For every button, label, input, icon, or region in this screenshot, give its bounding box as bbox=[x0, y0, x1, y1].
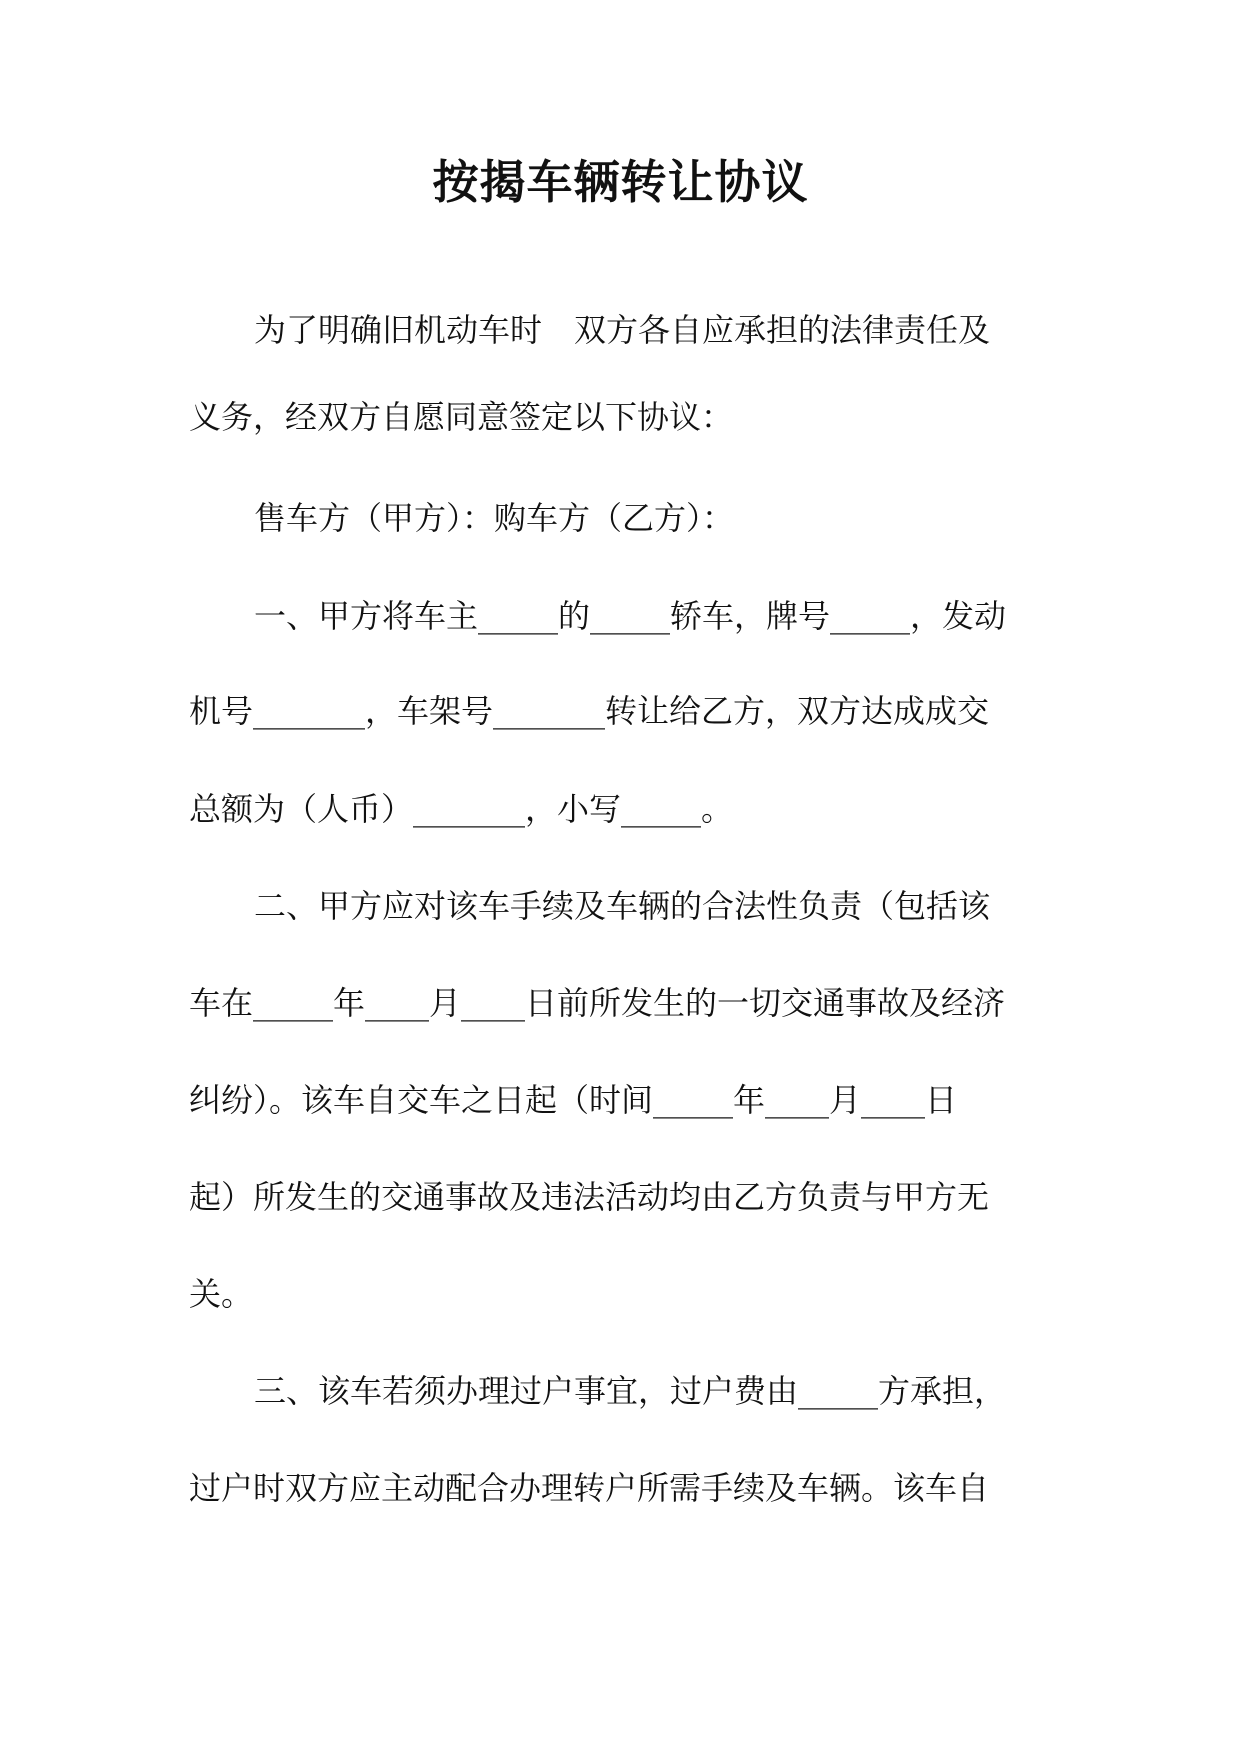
paragraph-line: 过户时双方应主动配合办理转户所需手续及车辆。该车自 bbox=[189, 1469, 990, 1507]
paragraph-line: 车在_____年____月____日前所发生的一切交通事故及经济 bbox=[189, 984, 1006, 1022]
paragraph-line: 义务，经双方自愿同意签定以下协议： bbox=[189, 398, 734, 436]
paragraph-line: 起）所发生的交通事故及违法活动均由乙方负责与甲方无 bbox=[189, 1178, 990, 1216]
paragraph-line: 三、该车若须办理过户事宜，过户费由_____方承担， bbox=[254, 1372, 1007, 1410]
paragraph-line: 为了明确旧机动车时 双方各自应承担的法律责任及 bbox=[254, 311, 991, 349]
paragraph-line: 关。 bbox=[189, 1275, 254, 1313]
paragraph-line: 纠纷）。该车自交车之日起（时间_____年____月____日 bbox=[189, 1081, 958, 1119]
paragraph-line: 一、甲方将车主_____的_____轿车，牌号_____，发动 bbox=[254, 597, 1007, 635]
document-title: 按揭车辆转让协议 bbox=[432, 155, 809, 209]
paragraph-line: 总额为（人币）_______，小写_____。 bbox=[189, 790, 734, 828]
paragraph-line: 机号_______，车架号_______转让给乙方，双方达成成交 bbox=[189, 692, 990, 730]
paragraph-line: 二、甲方应对该车手续及车辆的合法性负责（包括该 bbox=[254, 887, 991, 925]
paragraph-line: 售车方（甲方）：购车方（乙方）： bbox=[254, 499, 735, 537]
